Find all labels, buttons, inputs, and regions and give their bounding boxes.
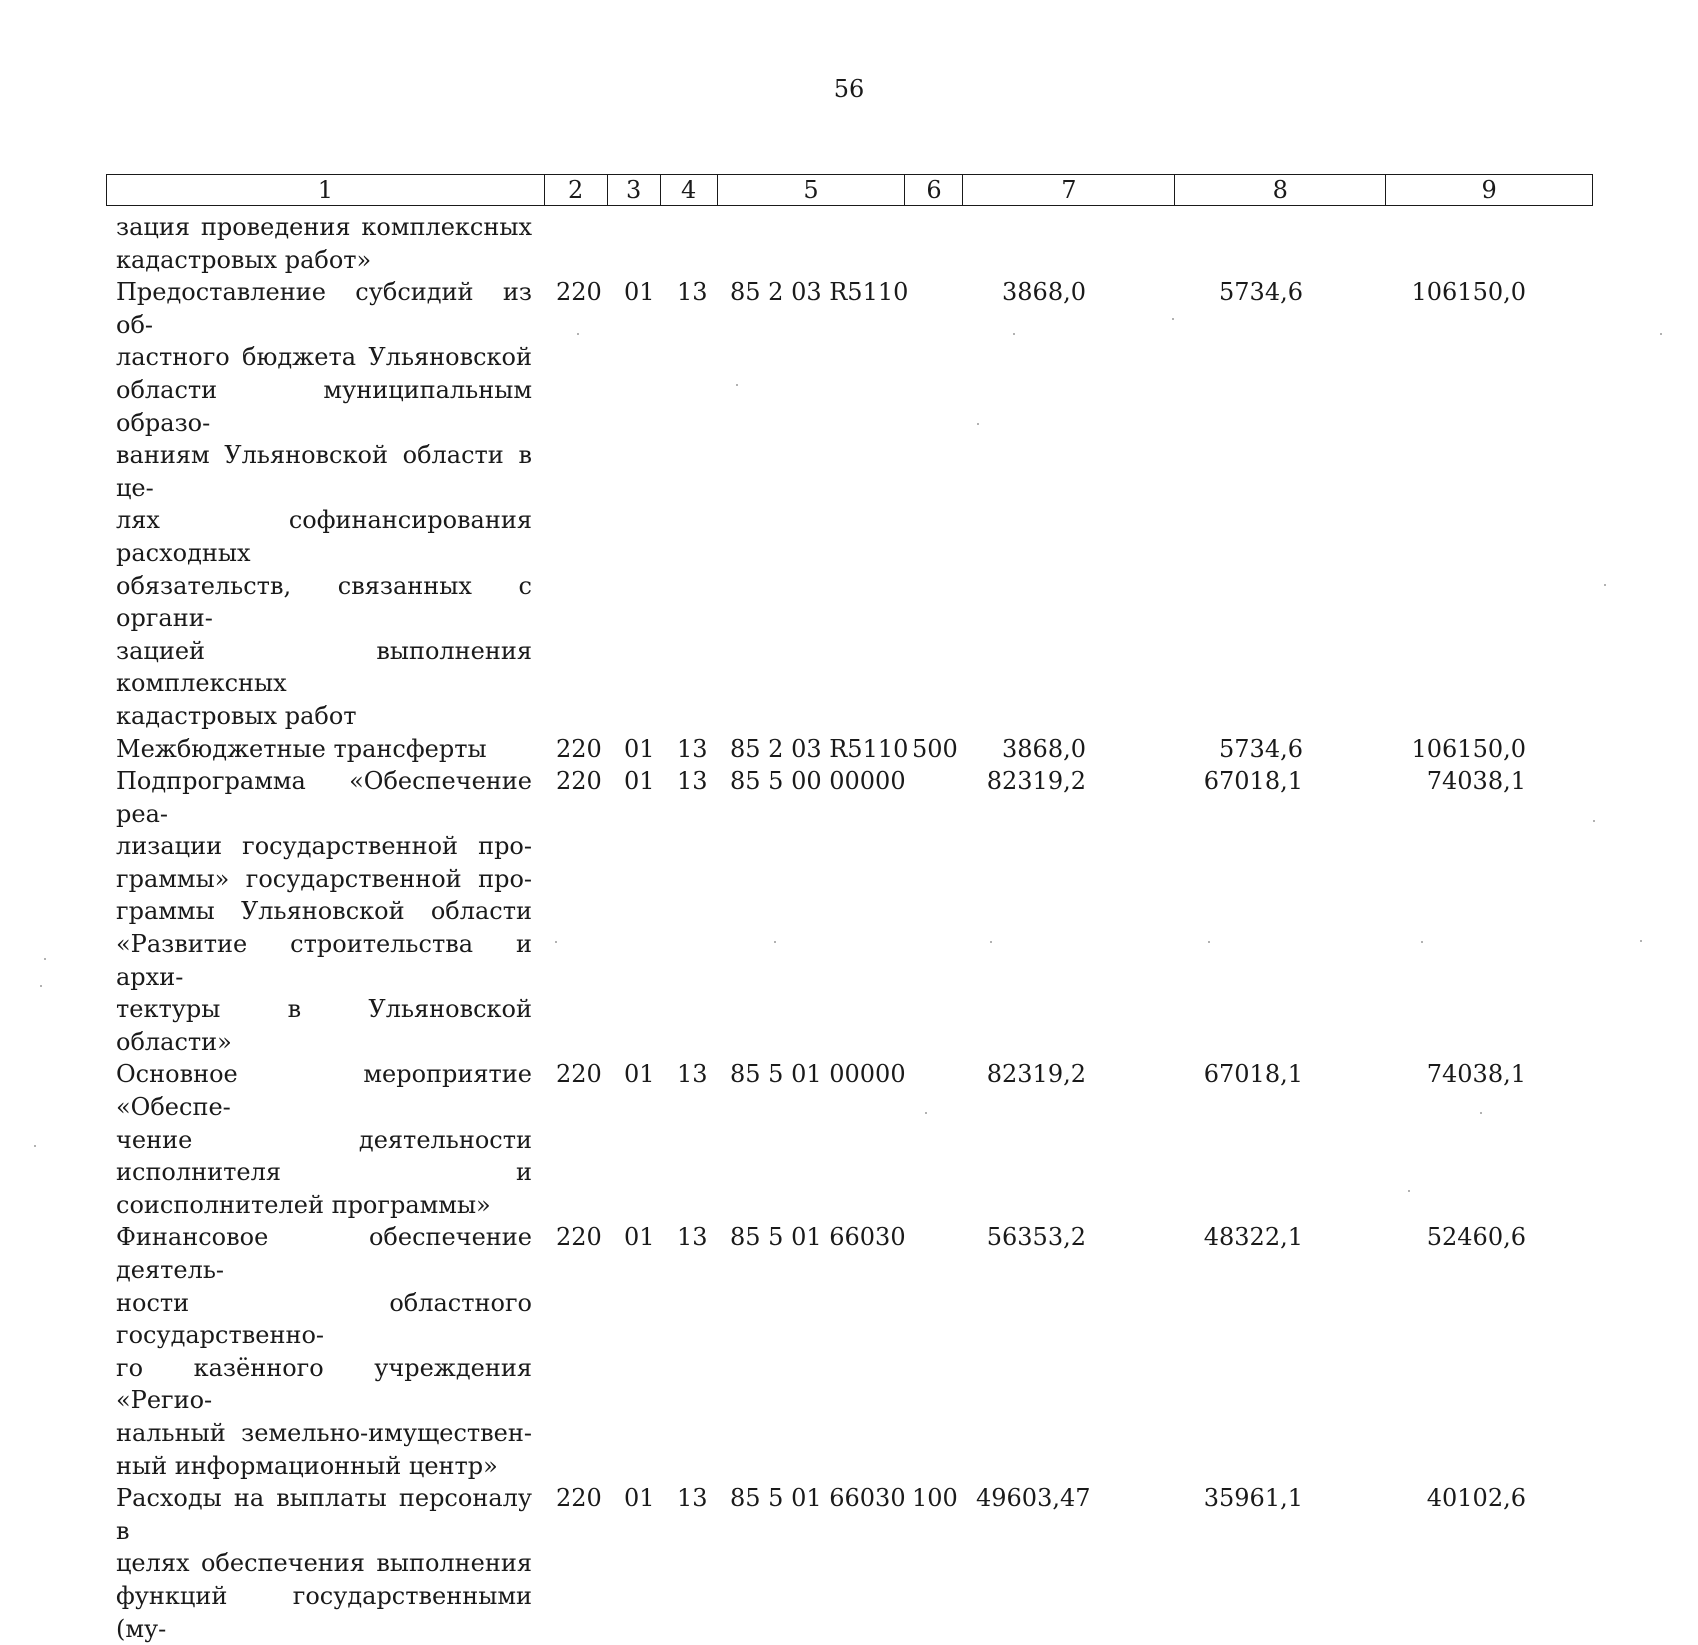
- amount-col-9: 52460,6: [1426, 1223, 1526, 1252]
- scan-speck: [1660, 333, 1662, 335]
- target-article: 85 5 00 00000: [730, 767, 906, 796]
- ministry-code: 220: [556, 278, 602, 307]
- table-header-row: [106, 174, 1593, 206]
- scan-speck: [34, 1145, 36, 1147]
- page-number: 56: [833, 75, 865, 103]
- scan-speck: [1421, 941, 1423, 943]
- amount-col-7: 49603,47: [976, 1484, 1091, 1513]
- amount-col-7: 82319,2: [986, 767, 1086, 796]
- description-line: кадастровых работ: [116, 701, 357, 730]
- ministry-code: 220: [556, 1223, 602, 1252]
- table-row: [116, 276, 1596, 732]
- row-description: [116, 211, 532, 276]
- description-line: Расходы на выплаты персоналу в: [116, 1484, 532, 1545]
- amount-col-8: 35961,1: [1203, 1484, 1303, 1513]
- ministry-code: 220: [556, 1484, 602, 1513]
- amount-col-9: 106150,0: [1411, 278, 1526, 307]
- amount-col-9: 74038,1: [1426, 767, 1526, 796]
- description-line: Межбюджетные трансферты: [116, 734, 487, 763]
- scan-speck: [1604, 584, 1606, 586]
- amount-col-7: 56353,2: [986, 1223, 1086, 1252]
- row-description: [116, 733, 532, 766]
- amount-col-8: 48322,1: [1203, 1223, 1303, 1252]
- description-line: чение деятельности исполнителя и: [116, 1125, 532, 1187]
- table-row: [116, 211, 1596, 276]
- header-col-7: 7: [963, 175, 1175, 205]
- description-line: зацией выполнения комплексных: [116, 636, 532, 698]
- header-col-1: 1: [107, 175, 545, 205]
- row-description: [116, 1482, 532, 1645]
- target-article: 85 5 01 00000: [730, 1060, 906, 1089]
- scan-speck: [1408, 1190, 1410, 1192]
- description-line: лизации государственной про-: [116, 832, 532, 861]
- description-line: тектуры в Ульяновской области»: [116, 995, 532, 1056]
- description-line: нальный земельно-имуществен-: [116, 1418, 532, 1447]
- description-line: Основное мероприятие «Обеспе-: [116, 1060, 532, 1122]
- subsection-code: 13: [677, 767, 708, 796]
- target-article: 85 2 03 R5110: [730, 734, 909, 763]
- description-line: ности областного государственно-: [116, 1288, 532, 1350]
- section-code: 01: [624, 278, 655, 307]
- section-code: 01: [624, 767, 655, 796]
- scan-speck: [990, 941, 992, 943]
- ministry-code: 220: [556, 1060, 602, 1089]
- header-col-2: 2: [545, 175, 608, 205]
- scan-speck: [40, 985, 42, 987]
- description-line: го казённого учреждения «Регио-: [116, 1353, 532, 1415]
- description-line: соисполнителей программы»: [116, 1190, 491, 1219]
- subsection-code: 13: [677, 1223, 708, 1252]
- description-line: Предоставление субсидий из об-: [116, 278, 532, 339]
- target-article: 85 5 01 66030: [730, 1223, 906, 1252]
- scan-speck: [736, 384, 738, 386]
- ministry-code: 220: [556, 734, 602, 763]
- table-row: [116, 1482, 1596, 1645]
- scan-speck: [977, 423, 979, 425]
- amount-col-8: 67018,1: [1203, 1060, 1303, 1089]
- scan-speck: [1013, 333, 1015, 335]
- description-line: граммы» государственной про-: [116, 864, 532, 893]
- amount-col-9: 40102,6: [1426, 1484, 1526, 1513]
- header-col-8: 8: [1175, 175, 1386, 205]
- section-code: 01: [624, 734, 655, 763]
- amount-col-9: 106150,0: [1411, 734, 1526, 763]
- row-description: [116, 276, 532, 732]
- scan-speck: [555, 941, 557, 943]
- table-row: [116, 733, 1596, 766]
- description-line: ваниям Ульяновской области в це-: [116, 441, 532, 502]
- description-line: кадастровых работ»: [116, 245, 372, 274]
- subsection-code: 13: [677, 1484, 708, 1513]
- ministry-code: 220: [556, 767, 602, 796]
- description-line: зация проведения комплексных: [116, 213, 532, 241]
- header-col-9: 9: [1481, 176, 1497, 204]
- subsection-code: 13: [677, 1060, 708, 1089]
- description-line: ластного бюджета Ульяновской: [116, 343, 532, 372]
- scan-speck: [577, 333, 579, 335]
- description-line: Подпрограмма «Обеспечение реа-: [116, 767, 532, 828]
- amount-col-7: 82319,2: [986, 1060, 1086, 1089]
- description-line: области муниципальным образо-: [116, 375, 532, 437]
- description-line: «Развитие строительства и архи-: [116, 930, 532, 991]
- amount-col-8: 5734,6: [1219, 734, 1303, 763]
- description-line: Финансовое обеспечение деятель-: [116, 1223, 532, 1284]
- scan-speck: [1593, 820, 1595, 822]
- amount-col-7: 3868,0: [1002, 278, 1086, 307]
- description-line: функций государственными (му-: [116, 1581, 532, 1643]
- row-description: [116, 1221, 532, 1482]
- amount-col-7: 3868,0: [1002, 734, 1086, 763]
- description-line: лях софинансирования расходных: [116, 506, 532, 567]
- section-code: 01: [624, 1060, 655, 1089]
- header-col-6: 6: [905, 175, 963, 205]
- subsection-code: 13: [677, 734, 708, 763]
- table-body: [116, 211, 1596, 1645]
- amount-col-9: 74038,1: [1426, 1060, 1526, 1089]
- header-col-3: 3: [608, 175, 661, 205]
- expense-type: 500: [912, 734, 958, 763]
- description-line: граммы Ульяновской области: [116, 897, 532, 926]
- table-row: [116, 1221, 1596, 1482]
- scan-speck: [774, 941, 776, 943]
- scan-speck: [1480, 1112, 1482, 1114]
- row-description: [116, 765, 532, 1058]
- scan-speck: [44, 958, 46, 960]
- expense-type: 100: [912, 1484, 958, 1513]
- section-code: 01: [624, 1223, 655, 1252]
- row-description: [116, 1058, 532, 1221]
- scan-speck: [1640, 940, 1642, 942]
- scan-speck: [925, 1112, 927, 1114]
- amount-col-8: 5734,6: [1219, 278, 1303, 307]
- scan-speck: [1208, 941, 1210, 943]
- target-article: 85 5 01 66030: [730, 1484, 906, 1513]
- table-row: [116, 765, 1596, 1058]
- table-row: [116, 1058, 1596, 1221]
- header-col-4: 4: [661, 175, 718, 205]
- description-line: обязательств, связанных с органи-: [116, 571, 532, 633]
- subsection-code: 13: [677, 278, 708, 307]
- description-line: ный информационный центр»: [116, 1451, 498, 1480]
- section-code: 01: [624, 1484, 655, 1513]
- header-col-5: 5: [718, 175, 906, 205]
- amount-col-8: 67018,1: [1203, 767, 1303, 796]
- description-line: целях обеспечения выполнения: [116, 1549, 532, 1578]
- scan-speck: [1172, 318, 1174, 320]
- target-article: 85 2 03 R5110: [730, 278, 909, 307]
